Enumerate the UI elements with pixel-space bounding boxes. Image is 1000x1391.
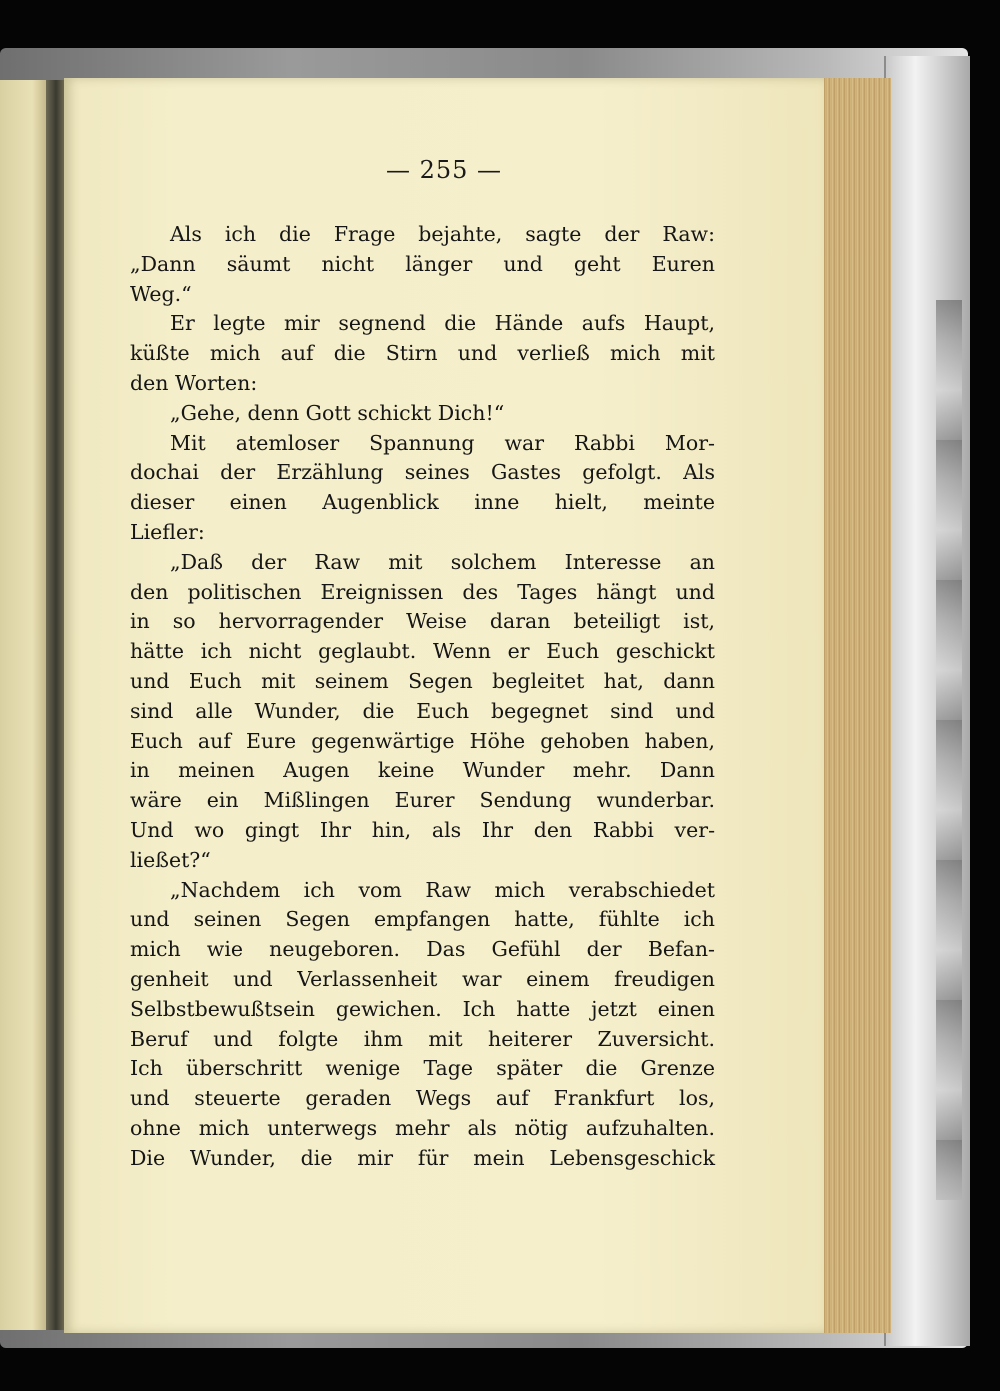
text-line: „Nachdem ich vom Raw mich verabschiedet (170, 877, 715, 902)
text-line: mich wie neugeboren. Das Gefühl der Befan- (130, 937, 715, 962)
text-line: Ich überschritt wenige Tage später die Grenze (130, 1056, 715, 1081)
text-line: Beruf und folgte ihm mit heiterer Zuversicht. (130, 1026, 715, 1051)
text-line: Euch auf Eure gegenwärtige Höhe gehoben haben, (130, 728, 715, 753)
text-line: Als ich die Frage bejahte, sagte der Raw: (170, 222, 715, 246)
book-page (64, 78, 824, 1333)
left-page-sliver (0, 80, 47, 1330)
text-line: Und wo gingt Ihr hin, als Ihr den Rabbi ver- (130, 817, 715, 842)
text-line: dieser einen Augenblick inne hielt, meinte (130, 490, 715, 515)
text-line: ohne mich unterwegs mehr als nötig aufzuhalten. (130, 1115, 715, 1140)
text-line: ließet?“ (130, 847, 211, 872)
text-line: den Worten: (130, 370, 258, 395)
text-line: dochai der Erzählung seines Gastes gefolgt. Als (130, 460, 715, 485)
text-line: sind alle Wunder, die Euch begegnet sind und (130, 698, 715, 723)
text-line: Selbstbewußtsein gewichen. Ich hatte jetzt einen (130, 996, 715, 1021)
text-line: „Gehe, denn Gott schickt Dich!“ (170, 400, 505, 425)
page-number: — 255 — (385, 156, 503, 184)
text-line: und steuerte geraden Wegs auf Frankfurt los, (130, 1086, 715, 1111)
text-line: und Euch mit seinem Segen begleitet hat, dann (130, 668, 715, 693)
text-line: genheit und Verlassenheit war einem freudigen (130, 966, 715, 991)
text-line: Die Wunder, die mir für mein Lebensgeschick (130, 1145, 715, 1170)
text-line: „Daß der Raw mit solchem Interesse an (170, 549, 715, 574)
text-line: küßte mich auf die Stirn und verließ mich mit (130, 341, 715, 366)
text-line: Er legte mir segnend die Hände aufs Haupt, (170, 311, 715, 336)
book-gutter (46, 80, 66, 1330)
text-line: Mit atemloser Spannung war Rabbi Mor- (170, 430, 715, 455)
text-line: Liefler: (130, 519, 205, 544)
text-line: wäre ein Mißlingen Eurer Sendung wunderbar. (130, 788, 715, 813)
text-line: in so hervorragender Weise daran beteiligt ist, (130, 609, 715, 634)
page-block-edge (820, 78, 891, 1333)
text-line: und seinen Segen empfangen hatte, fühlte ich (130, 907, 715, 932)
page-text (130, 220, 715, 1174)
text-line: hätte ich nicht geglaubt. Wenn er Euch geschickt (130, 639, 715, 664)
text-line: in meinen Augen keine Wunder mehr. Dann (130, 758, 715, 783)
text-line: Weg.“ (130, 281, 192, 306)
text-line: den politischen Ereignissen des Tages hängt und (130, 579, 715, 604)
text-line: „Dann säumt nicht länger und geht Euren (130, 251, 715, 276)
cover-marbling (936, 300, 962, 1200)
